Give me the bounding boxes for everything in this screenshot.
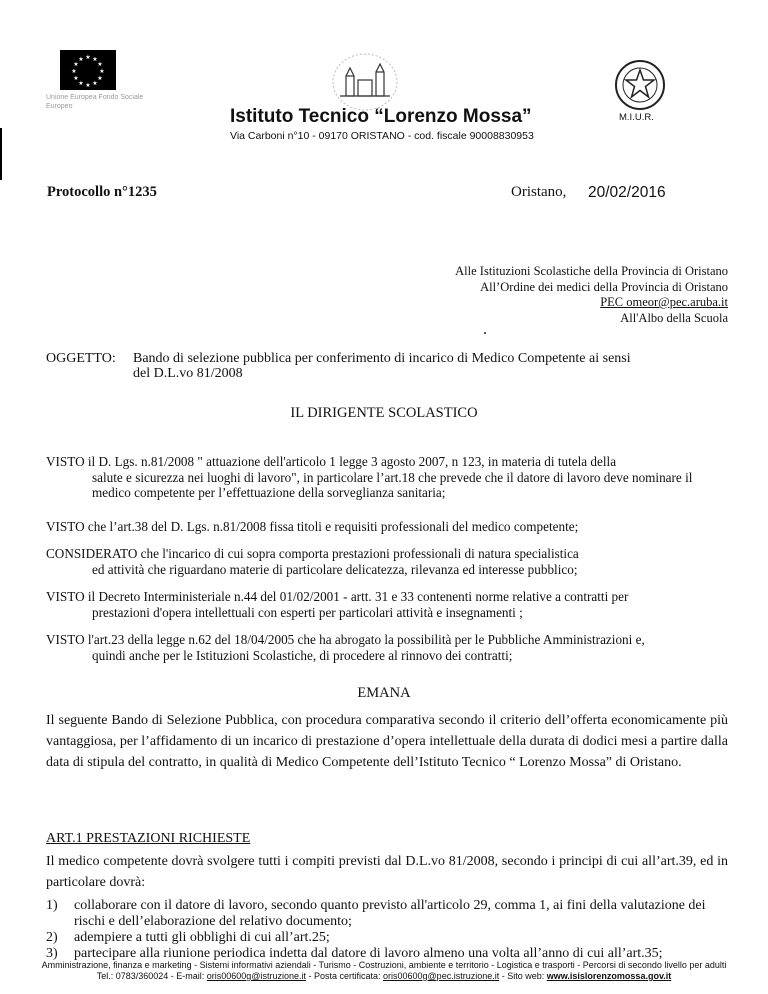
svg-text:★: ★ bbox=[73, 75, 79, 82]
subject-text-cont: del D.L.vo 81/2008 bbox=[133, 366, 243, 381]
consideration-paragraph bbox=[46, 546, 728, 577]
miur-emblem-icon bbox=[613, 58, 667, 112]
footer-website-link[interactable]: www.isislorenzomossa.gov.it bbox=[546, 971, 672, 981]
list-item-number: 3) bbox=[46, 946, 58, 961]
consideration-paragraph bbox=[46, 589, 728, 620]
recipient-line: All’Ordine dei medici della Provincia di Oristano bbox=[480, 279, 728, 294]
footer-web-label: - Sito web: bbox=[499, 971, 547, 981]
eu-flag-logo bbox=[60, 50, 116, 90]
duties-list bbox=[46, 898, 736, 962]
svg-text:★: ★ bbox=[73, 61, 79, 68]
subject-label: OGGETTO: bbox=[46, 351, 116, 366]
consideration-continuation: prestazioni d'opera intellettuali con esperti per particolari attività e insegnamenti ; bbox=[92, 604, 523, 620]
consideration-continuation: ed attività che riguardano materie di particolare delicatezza, rilevanza ed interesse pubblico; bbox=[92, 561, 578, 577]
body-paragraph: Il seguente Bando di Selezione Pubblica, con procedura comparativa secondo il criterio dell’offerta economicamente più vantaggiosa, per l’affidamento di un incarico di prestazione d’opera intellettuale della durata di dodici mesi a partire dalla data di stipula del contratto, in qualità di Medico Competente dell’Istituto Tecnico “ Lorenzo Mossa” di Oristano. bbox=[46, 713, 728, 770]
footer-contacts bbox=[0, 971, 768, 981]
consideration-first-line: VISTO l'art.23 della legge n.62 del 18/04/2005 che ha abrogato la possibilità per le Pubbliche Amministrazioni e, bbox=[46, 632, 645, 647]
school-address: Via Carboni n°10 - 09170 ORISTANO - cod. fiscale 90008830953 bbox=[230, 130, 534, 142]
subject-text: Bando di selezione pubblica per conferimento di incarico di Medico Competente ai sensi bbox=[133, 351, 631, 366]
svg-text:★: ★ bbox=[85, 54, 91, 61]
consideration-paragraph bbox=[46, 632, 728, 663]
svg-text:★: ★ bbox=[99, 68, 105, 75]
recipient-pec-link[interactable]: PEC omeor@pec.aruba.it bbox=[600, 295, 728, 309]
date: 20/02/2016 bbox=[588, 184, 666, 201]
consideration-paragraph bbox=[46, 454, 728, 501]
school-logo bbox=[330, 50, 400, 112]
svg-text:★: ★ bbox=[78, 80, 84, 87]
list-item-number: 1) bbox=[46, 898, 58, 913]
list-item-text: adempiere a tutti gli obblighi di cui all’art.25; bbox=[74, 930, 330, 945]
protocol-number: Protocollo n°1235 bbox=[47, 184, 157, 200]
school-name: Istituto Tecnico “Lorenzo Mossa” bbox=[230, 106, 532, 127]
consideration-paragraph bbox=[46, 519, 728, 535]
margin-mark bbox=[0, 128, 2, 180]
miur-label: M.I.U.R. bbox=[619, 112, 654, 123]
list-item-text: collaborare con il datore di lavoro, secondo quanto previsto all'articolo 29, comma 1, ai fini della valutazione dei rischi e dell’elaborazione del relativo documento; bbox=[74, 898, 706, 929]
eu-caption: Unione Europea Fondo Sociale Europeo bbox=[46, 94, 144, 110]
svg-text:★: ★ bbox=[97, 75, 103, 82]
footer-pec-link[interactable]: oris00600g@pec.istruzione.it bbox=[383, 971, 500, 981]
recipient-line: All'Albo della Scuola bbox=[620, 310, 728, 325]
consideration-first-line: CONSIDERATO che l'incarico di cui sopra comporta prestazioni professionali di natura specialistica bbox=[46, 546, 579, 561]
consideration-continuation: salute e sicurezza nei luoghi di lavoro", in particolare l’art.18 che prevede che il datore di lavoro deve nominare il medico competente per l’effettuazione della sorveglianza sanitaria; bbox=[92, 469, 693, 500]
svg-text:★: ★ bbox=[97, 61, 103, 68]
footer-email-link[interactable]: oris00600g@istruzione.it bbox=[206, 971, 306, 981]
list-item-text: partecipare alla riunione periodica indetta dal datore di lavoro almeno una volta all’anno di cui all’art.35; bbox=[74, 946, 663, 961]
consideration-first-line: VISTO il Decreto Interministeriale n.44 del 01/02/2001 - artt. 31 e 33 contenenti norme relative a contratti per bbox=[46, 589, 629, 604]
recipient-line: Alle Istituzioni Scolastiche della Provincia di Oristano bbox=[455, 264, 728, 278]
svg-text:★: ★ bbox=[85, 82, 91, 89]
list-item bbox=[46, 898, 736, 930]
recipients-block bbox=[455, 264, 728, 326]
consideration-first-line: VISTO il D. Lgs. n.81/2008 " attuazione dell'articolo 1 legge 3 agosto 2007, n 123, in materia di tutela della bbox=[46, 454, 617, 469]
section-heading-emana: EMANA bbox=[357, 685, 411, 701]
svg-text:★: ★ bbox=[78, 56, 84, 63]
list-item bbox=[46, 930, 736, 946]
footer-tel: Tel.: 0783/360024 - E-mail: bbox=[96, 971, 207, 981]
list-item-number: 2) bbox=[46, 930, 58, 945]
consideration-first-line: VISTO che l’art.38 del D. Lgs. n.81/2008 fissa titoli e requisiti professionali del medico competente; bbox=[46, 519, 579, 534]
footer-pec-label: - Posta certificata: bbox=[305, 971, 384, 981]
city: Oristano, bbox=[511, 184, 567, 200]
article-intro: Il medico competente dovrà svolgere tutti i compiti previsti dal D.L.vo 81/2008, secondo i principi di cui all’art.39, ed in particolare dovrà: bbox=[46, 854, 728, 890]
stray-mark bbox=[484, 332, 486, 334]
consideration-continuation: quindi anche per le Istituzioni Scolastiche, di procedere al rinnovo dei contratti; bbox=[92, 647, 513, 663]
svg-text:★: ★ bbox=[71, 68, 77, 75]
footer-courses: Amministrazione, finanza e marketing - Sistemi informativi aziendali - Turismo - Costruzioni, ambiente e territorio - Logistica e trasporti - Percorsi di secondo livello per adulti bbox=[41, 960, 727, 970]
svg-text:★: ★ bbox=[92, 80, 98, 87]
section-heading-dirigente: IL DIRIGENTE SCOLASTICO bbox=[290, 405, 478, 421]
article-title: ART.1 PRESTAZIONI RICHIESTE bbox=[46, 831, 251, 846]
svg-text:★: ★ bbox=[92, 56, 98, 63]
